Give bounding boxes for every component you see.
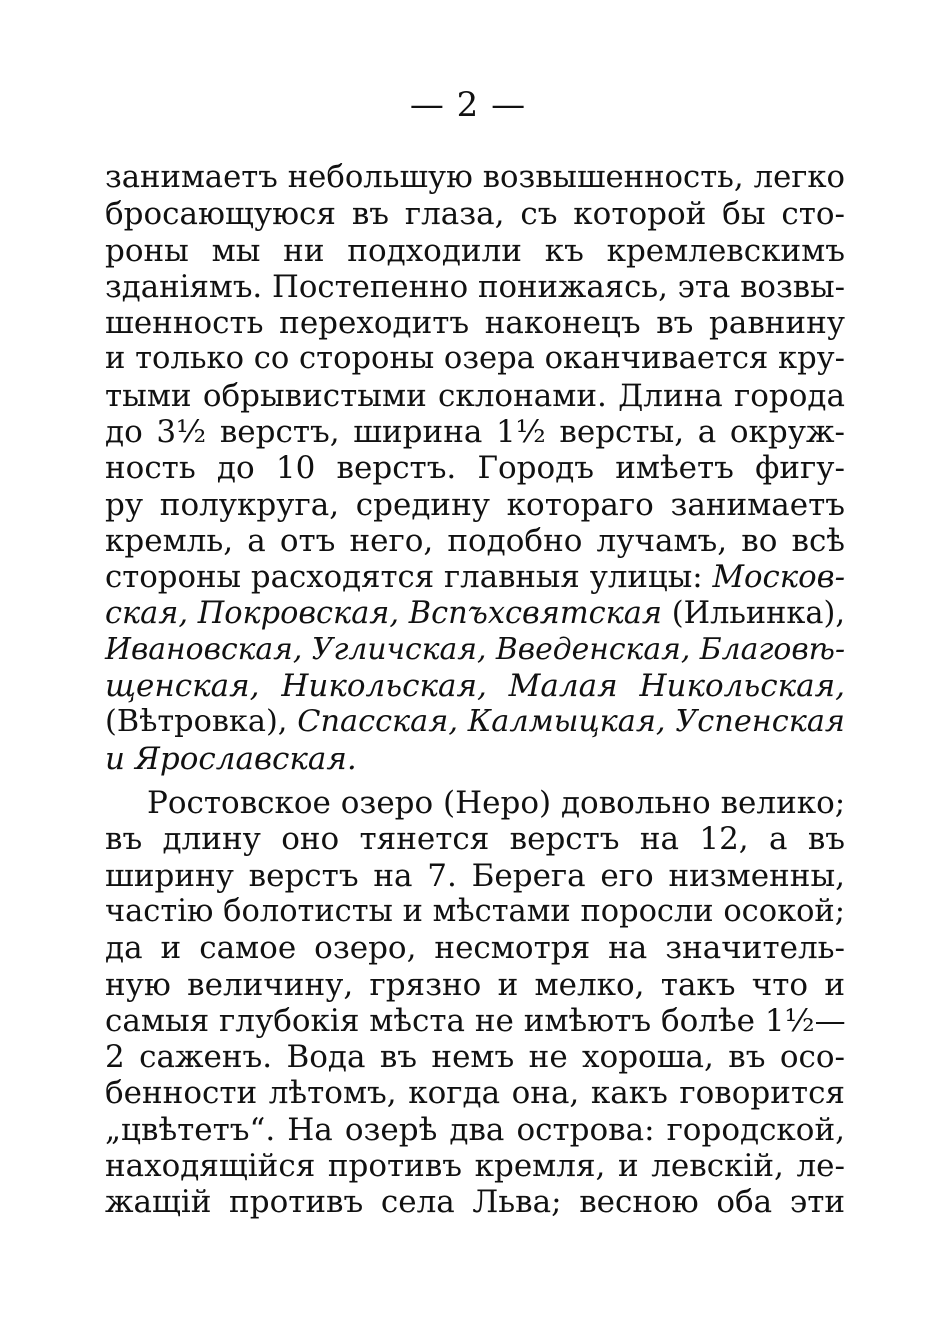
text-line: бросающуюся въ глаза, съ которой бы сто-: [105, 196, 845, 233]
text-line: да и самое озеро, несмотря на значитель-: [105, 930, 845, 967]
text-line: и только со стороны озера оканчивается кру-: [105, 341, 845, 377]
text-line: Ростовское озеро (Неро) довольно велико;: [147, 785, 846, 822]
text-line: тыми обрывистыми склонами. Длина города: [105, 377, 845, 414]
street-names-line: и Ярославская.: [105, 740, 357, 777]
text-line: зданiямъ. Постепенно понижаясь, эта возвы-: [105, 268, 845, 305]
text-line: частiю болотисты и мѣстами поросли осокой;: [105, 893, 845, 929]
street-names-line: щенская, Никольская, Малая Никольская,: [105, 668, 845, 705]
text-line: роны мы ни подходили къ кремлевскимъ: [105, 232, 845, 269]
text-line: до 3½ верстъ, ширина 1½ версты, а окруж-: [105, 414, 845, 451]
text-line: [105, 704, 845, 740]
text-span: (Вѣтровка),: [105, 704, 298, 740]
text-line: шенность переходитъ наконецъ въ равнину: [105, 305, 845, 342]
text-line: ширину верстъ на 7. Берега его низменны,: [105, 857, 845, 894]
text-line: жащiй противъ села Льва; весною оба эти: [105, 1184, 845, 1221]
body-text: [105, 160, 845, 1221]
text-line: занимаетъ небольшую возвышенность, легко: [105, 160, 845, 195]
street-name-italic: Москов-: [712, 559, 845, 596]
page-number: — 2 —: [409, 85, 527, 125]
street-name-italic: Спасская, Калмыцкая, Успенская: [297, 704, 845, 740]
text-line: бенности лѣтомъ, когда она, какъ говорится: [105, 1075, 845, 1112]
text-span: стороны расходятся главныя улицы:: [105, 559, 713, 596]
text-line: „цвѣтетъ“. На озерѣ два острова: городской,: [105, 1111, 845, 1148]
street-name-italic: ская, Покровская, Вспъхсвятская: [105, 595, 663, 631]
text-line: кремль, а отъ него, подобно лучамъ, во всѣ: [105, 522, 845, 559]
text-span: (Ильинка),: [662, 595, 845, 631]
text-line: ру полукруга, средину котораго занимаетъ: [105, 486, 845, 523]
text-line: находящiйся противъ кремля, и левскiй, ле-: [105, 1148, 845, 1185]
street-names-line: Ивановская, Угличская, Введенская, Благовѣ-: [105, 631, 846, 667]
text-line: въ длину оно тянется верстъ на 12, а въ: [105, 821, 845, 858]
text-line: самыя глубокiя мѣста не имѣютъ болѣе 1½—: [105, 1002, 846, 1039]
text-line: [105, 559, 845, 595]
text-line: [105, 596, 845, 632]
text-line: ную величину, грязно и мелко, такъ что и: [105, 966, 845, 1003]
text-line: ность до 10 верстъ. Городъ имѣетъ фигу-: [105, 450, 845, 487]
text-line: 2 саженъ. Вода въ немъ не хороша, въ осо-: [105, 1039, 845, 1076]
paragraph-gap: [105, 777, 845, 785]
